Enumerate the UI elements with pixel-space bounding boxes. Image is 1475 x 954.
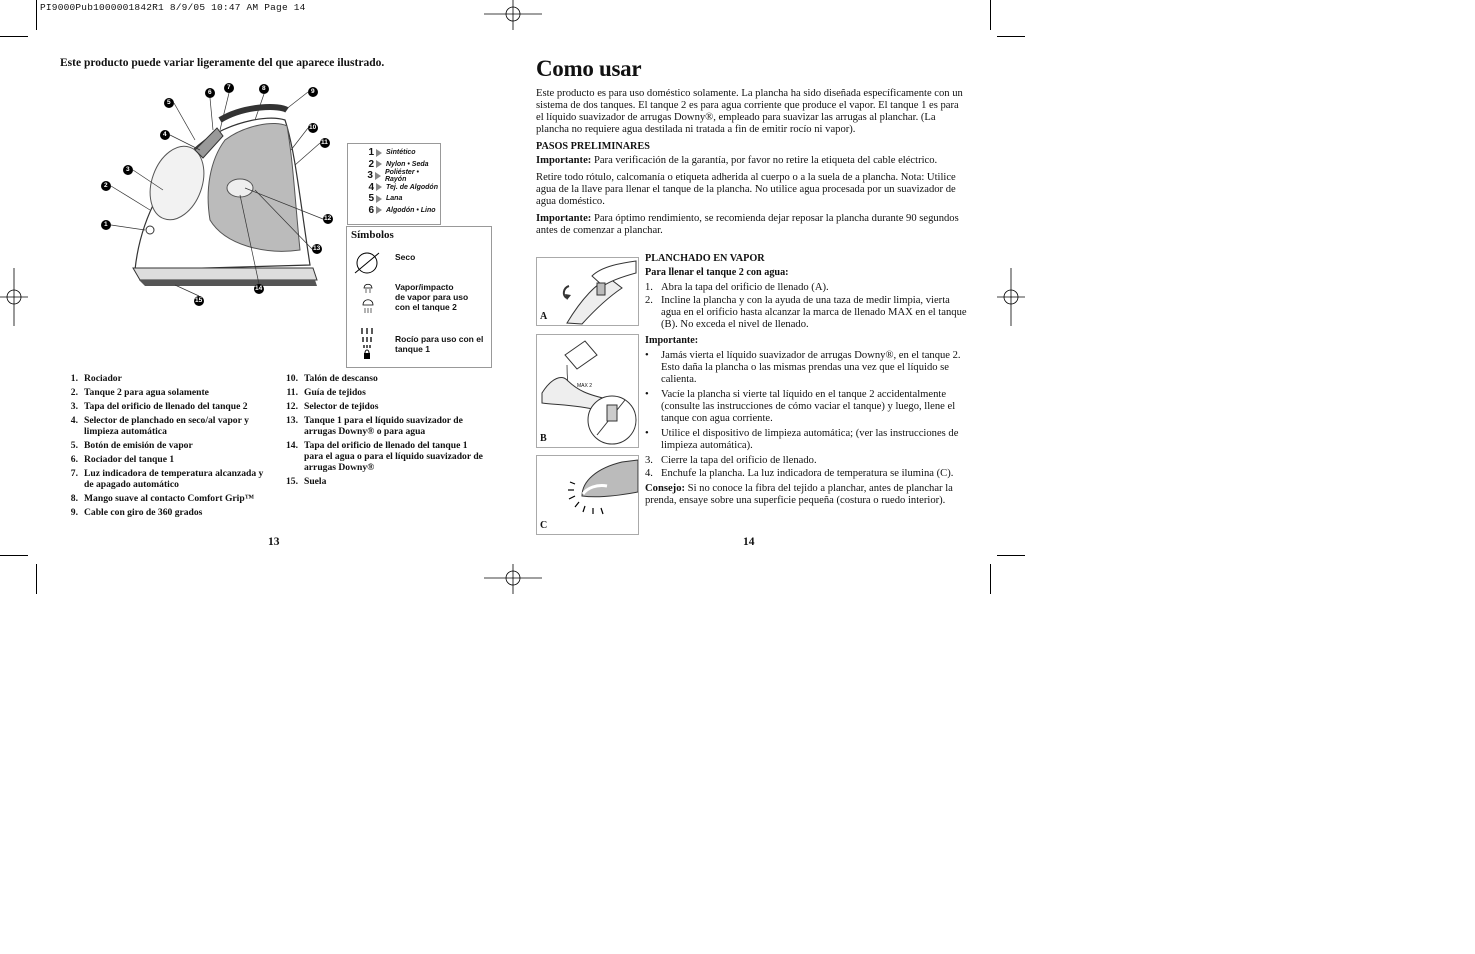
list-item: 10. Talón de descanso (286, 373, 378, 384)
fill-steps (645, 282, 967, 331)
fabric-guide-box (347, 143, 441, 225)
page-title: Como usar (536, 56, 642, 81)
list-item: 7. Luz indicadora de temperatura alcanzada y de apagado automático (70, 468, 264, 490)
remove-labels-note: Retire todo rótulo, calcomanía o etiqueta adherida al cuerpo o a la suela de a plancha. Nota: Utilice agua de la llave para llenar el tanque de la plancha. No utilice agua procesada por un suavizador de agua doméstico. (536, 172, 956, 207)
spray-icon (359, 327, 375, 361)
important-bullets (645, 350, 967, 452)
list-item: 13. Tanque 1 para el líquido suavizador de arrugas Downy® o para agua (286, 415, 463, 437)
dry-icon (353, 251, 381, 275)
print-header: PI9000Pub1000001842R1 8/9/05 10:47 AM Page 14 (40, 2, 306, 13)
callout-3: 3 (126, 166, 130, 173)
list-item: 5. Botón de emisión de vapor (70, 440, 193, 451)
fabric-row: 3 Poliéster • Rayón (367, 168, 419, 183)
disclaimer-text: Este producto puede variar ligeramente del que aparece ilustrado. (60, 57, 385, 69)
list-item: 8. Mango suave al contacto Comfort Grip™ (70, 493, 255, 504)
fill-heading: Para llenar el tanque 2 con agua: (645, 267, 789, 278)
illustration-a (536, 257, 639, 326)
parts-list-col1 (62, 373, 267, 521)
symbols-box (346, 226, 492, 368)
intro-paragraph: Este producto es para uso doméstico solamente. La plancha ha sido diseñada específicamente con un sistema de dos tanques. El tanque 2 es para agua corriente que produce el vapor. El tanque 1 es para el líquido suavizador de arrugas Downy®, empleado para suavizar las arrugas al planchar. (La plancha no requiere agua destilada ni tratada a fin de emitir rocío ni vapor). (536, 88, 963, 135)
prelim-heading: PASOS PRELIMINARES (536, 141, 650, 152)
callout-11: 11 (321, 139, 328, 146)
list-item: 9. Cable con giro de 360 grados (70, 507, 203, 518)
registration-mark-bottom (484, 564, 542, 594)
registration-mark-right (997, 268, 1025, 326)
callout-labels (95, 80, 335, 310)
list-item: 1. Rociador (70, 373, 122, 384)
callout-15: 15 (195, 297, 203, 304)
illustration-c (536, 455, 639, 535)
important-note: Importante: Para óptimo rendimiento, se recomienda dejar reposar la plancha durante 90 segundos antes de comenzar a planchar. (536, 213, 959, 236)
list-item: • Jamás vierta el líquido suavizador de arrugas Downy®, en el tanque 2. Esto daña la plancha o las mismas prendas una vez que el líquido se calienta. (645, 350, 961, 385)
callout-5: 5 (167, 99, 171, 106)
fabric-row: 4 Tej. de Algodón (368, 181, 438, 193)
list-item: 12. Selector de tejidos (286, 401, 379, 412)
max-label: MAX 2 (577, 383, 593, 389)
fabric-row: 5 Lana (368, 193, 403, 205)
list-item: • Utilice el dispositivo de limpieza automática; (ver las instrucciones de limpieza automática). (645, 428, 959, 451)
symbol-label: Seco (395, 252, 416, 262)
page-number-left: 13 (268, 536, 280, 548)
callout-9: 9 (311, 88, 315, 95)
callout-13: 13 (313, 245, 321, 252)
list-item: 4. Enchufe la plancha. La luz indicadora de temperatura se ilumina (C). (645, 468, 954, 479)
illustration-label: A (540, 311, 548, 322)
final-steps (645, 455, 967, 480)
callout-8: 8 (262, 85, 266, 92)
list-item: 6. Rociador del tanque 1 (70, 454, 175, 465)
important-note: Importante: Para verificación de la garantía, por favor no retire la etiqueta del cable eléctrico. (536, 155, 938, 166)
fabric-row: 6 Algodón • Lino (368, 204, 436, 216)
list-item: 3. Tapa del orificio de llenado del tanque 2 (70, 401, 248, 412)
list-item: 3. Cierre la tapa del orificio de llenado. (645, 455, 817, 466)
steam-icon (361, 281, 375, 315)
list-item: 2. Tanque 2 para agua solamente (70, 387, 209, 398)
symbols-title: Símbolos (351, 229, 394, 241)
list-item: • Vacíe la plancha si vierte tal líquido en el tanque 2 accidentalmente (consulte las instrucciones de cómo vaciar el tanque) y luego, llene el tanque con agua corriente. (645, 389, 956, 424)
registration-mark-left (0, 268, 28, 326)
how-to-use-section (536, 56, 968, 242)
illustration-label: B (540, 433, 547, 444)
tip-paragraph: Consejo: Si no conoce la fibra del tejido a planchar, antes de planchar la prenda, ensaye sobre una superficie pequeña (costura o ruedo interior). (645, 483, 953, 506)
list-item: 1. Abra la tapa del orificio de llenado (A). (645, 282, 829, 293)
fabric-row: 1 Sintético (368, 147, 416, 159)
callout-10: 10 (309, 124, 317, 131)
list-item: 15. Suela (286, 476, 327, 487)
steam-ironing-section (645, 253, 967, 512)
callout-2: 2 (104, 182, 108, 189)
callout-7: 7 (227, 84, 231, 91)
list-item: 2. Incline la plancha y con la ayuda de una taza de medir limpia, vierta agua en el orificio hasta alcanzar la marca de llenado MAX en el tanque (B). No exceda el nivel de llenado. (645, 295, 967, 330)
list-item: 4. Selector de planchado en seco/al vapor y limpieza automática (70, 415, 249, 437)
fabric-row: 2 Nylon • Seda (368, 158, 429, 170)
callout-12: 12 (324, 215, 332, 222)
symbol-label: Vapor/impacto de vapor para uso con el tanque 2 (395, 282, 469, 312)
callout-4: 4 (163, 131, 167, 138)
page-number-right: 14 (743, 536, 755, 548)
callout-14: 14 (255, 285, 263, 292)
important-heading: Importante: (645, 335, 699, 346)
callout-6: 6 (208, 89, 212, 96)
illustration-label: C (540, 520, 548, 531)
list-item: 11. Guía de tejidos (286, 387, 366, 398)
registration-mark-top (484, 0, 542, 30)
symbol-label: Rocío para uso con el tanque 1 (395, 334, 484, 354)
illustration-b (536, 334, 639, 448)
steam-heading: PLANCHADO EN VAPOR (645, 253, 765, 264)
callout-1: 1 (104, 221, 108, 228)
parts-list-col2 (282, 373, 487, 490)
list-item: 14. Tapa del orificio de llenado del tanque 1 para el agua o para el líquido suavizador de arrugas Downy® (286, 440, 483, 473)
